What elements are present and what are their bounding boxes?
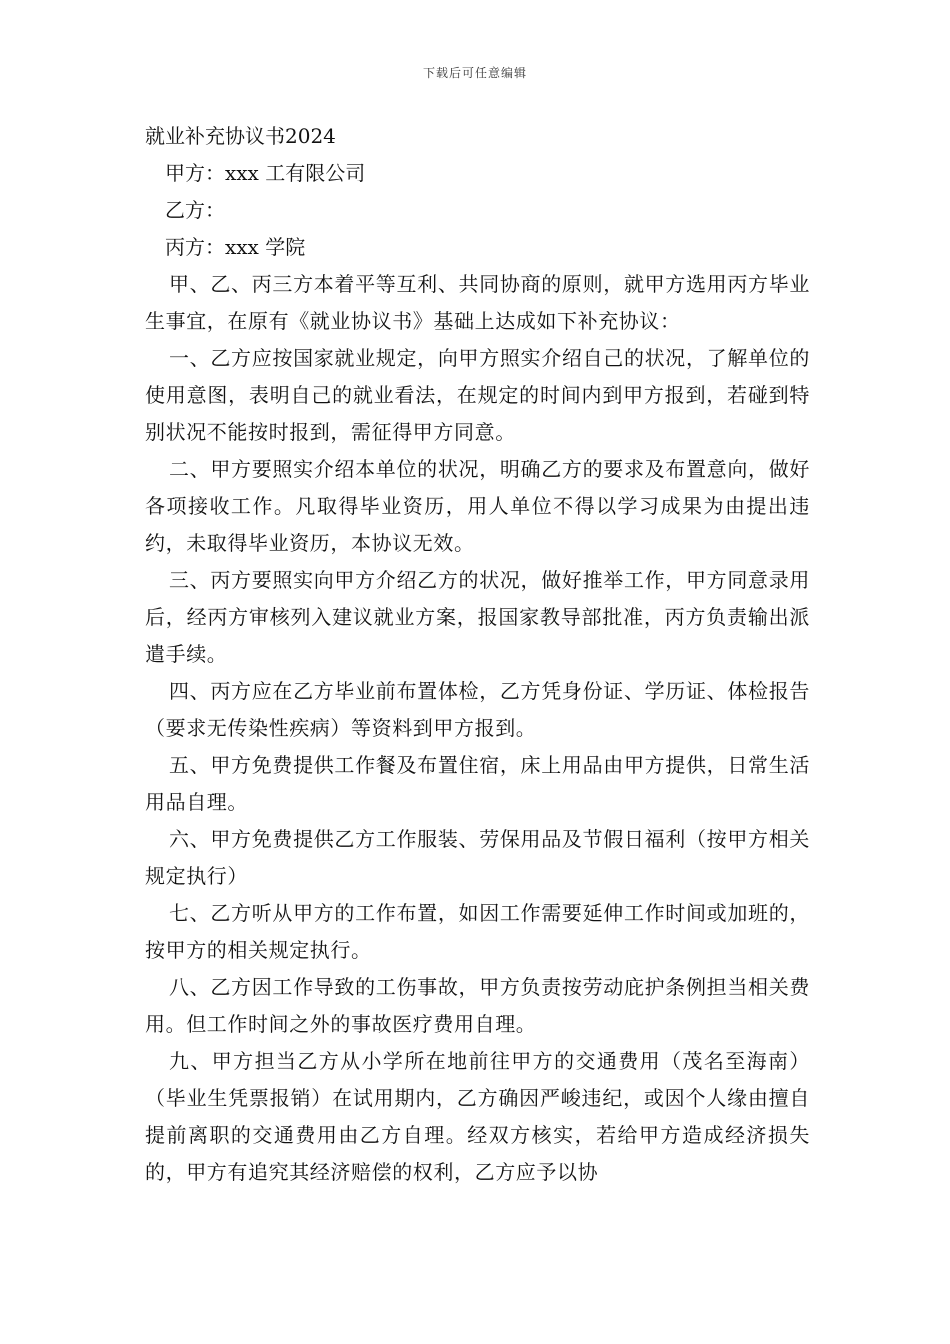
intro-paragraph: 甲、乙、丙三方本着平等互利、共同协商的原则，就甲方选用丙方毕业生事宜，在原有《就业协议书》基础上达成如下补充协议：	[145, 272, 810, 333]
clause-1: 一、乙方应按国家就业规定，向甲方照实介绍自己的状况，了解单位的使用意图，表明自己的就业看法，在规定的时间内到甲方报到，若碰到特别状况不能按时报到，需征得甲方同意。	[145, 346, 810, 444]
clause-6: 六、甲方免费提供乙方工作服装、劳保用品及节假日福利（按甲方相关规定执行）	[145, 827, 810, 888]
document-body	[145, 118, 810, 1191]
clause-9: 九、甲方担当乙方从小学所在地前往甲方的交通费用（茂名至海南）（毕业生凭票报销）在试用期内，乙方确因严峻违纪，或因个人缘由擅自提前离职的交通费用由乙方自理。经双方核实，若给甲方造成经济损失的，甲方有追究其经济赔偿的权利，乙方应予以协	[145, 1049, 810, 1184]
clause-4: 四、丙方应在乙方毕业前布置体检，乙方凭身份证、学历证、体检报告（要求无传染性疾病）等资料到甲方报到。	[145, 679, 810, 740]
clause-2: 二、甲方要照实介绍本单位的状况，明确乙方的要求及布置意向，做好各项接收工作。凡取得毕业资历，用人单位不得以学习成果为由提出违约，未取得毕业资历，本协议无效。	[145, 457, 810, 555]
party-a-line: 甲方：xxx 工有限公司	[165, 161, 366, 185]
party-b-line: 乙方：	[165, 198, 225, 222]
header-note: 下载后可任意编辑	[422, 66, 527, 80]
clause-3: 三、丙方要照实向甲方介绍乙方的状况，做好推举工作，甲方同意录用后，经丙方审核列入建议就业方案，报国家教导部批准，丙方负责输出派遣手续。	[145, 568, 810, 666]
clause-7: 七、乙方听从甲方的工作布置，如因工作需要延伸工作时间或加班的，按甲方的相关规定执行。	[145, 901, 810, 962]
party-c-line: 丙方：xxx 学院	[165, 235, 306, 259]
clause-5: 五、甲方免费提供工作餐及布置住宿，床上用品由甲方提供，日常生活用品自理。	[145, 753, 810, 814]
clause-8: 八、乙方因工作导致的工伤事故，甲方负责按劳动庇护条例担当相关费用。但工作时间之外的事故医疗费用自理。	[145, 975, 810, 1036]
document-title: 就业补充协议书2024	[145, 124, 336, 148]
